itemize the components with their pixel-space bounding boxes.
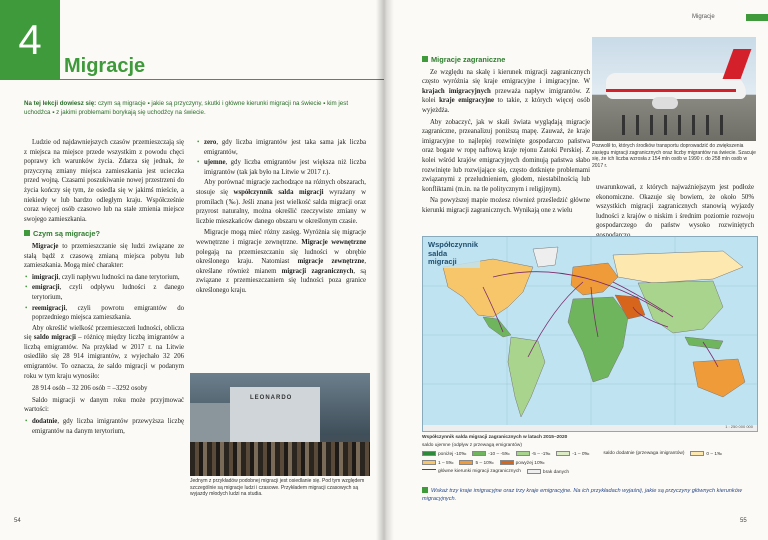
region-australia [693, 359, 745, 397]
map-legend [422, 435, 758, 476]
intro-paragraph: Ludzie od najdawniejszych czasów przemieszczają się z miejsca na miejsce przede wszystkim z powodu chęci poprawy ich warunków życia. Zdarza się jednak, że przyczyną zmiany miejsca zamieszkania jest ucieczka przed wojną. Czasami poszukiwanie nowej przestrzeni do życia kończy się tym, że osiedla się w jakimś mieście, a niekiedy w lub bardzo odległym kraju. Współcześnie coraz więcej osób czasowo lub na stałe zmienia miejsce swojego zamieszkania. [24, 139, 184, 223]
chapter-number: 4 [0, 0, 60, 80]
left-column-2 [196, 138, 366, 298]
region-africa [568, 297, 628, 382]
definition-paragraph: Migracje to przemieszczanie się ludzi związane ze stałą bądź z czasową zmianą miejsca pobytu lub zamieszkania. Mogą mieć charakter: [24, 242, 184, 270]
list-item: • zero, gdy liczba imigrantów jest taka sama jak liczba emigrantów, [204, 138, 366, 157]
legend-sub-negative: saldo ujemne (odpływ z przewagą emigrantów) [422, 443, 522, 448]
directions-paragraph: Na powyższej mapie możesz również prześledzić główne kierunki migracji zagranicznych. Wynikają one z wielu [422, 197, 590, 214]
book-gutter [376, 0, 394, 540]
map-scale: 1 : 250 000 000 [725, 424, 753, 429]
right-column-2 [596, 183, 754, 243]
legend-item: powyżej 10‰ [500, 460, 545, 467]
legend-item: -5 – -1‰ [516, 451, 551, 458]
legend-item: 0 – 1‰ [690, 451, 721, 458]
region-south-america [508, 337, 545, 417]
region-asia [638, 281, 723, 333]
section-square-icon [24, 230, 30, 236]
legend-item: 5 – 10‰ [459, 460, 493, 467]
photo-caption-right: Pozwolił to, których środków transportu doprowadzić do zwiększenia zasięgu migracji zagranicznych oraz liczby migrantów na świecie. Szacuje się, że ich liczba wzrosła z 154 mln osób w 1990 r. do 258 mln osób w 2017 r. [592, 143, 756, 169]
migration-types-list [24, 273, 184, 323]
right-column-1 [422, 55, 590, 218]
region-greenland [533, 247, 558, 267]
region-europe [571, 263, 618, 295]
legend-item: główne kierunki migracji zagranicznych [422, 469, 521, 476]
photo-caption-left: Jednym z przykładów podobnej migracji jest osiedlanie się. Pod tym względem szczególnie są migracje ludzi i czasowe. Przykładem migracji czasowych są wyjazdy młodych ludzi na studia. [190, 478, 365, 497]
map-analysis-paragraph: Aby zobaczyć, jak w skali świata wyglądają migracje zagraniczne, przeanalizuj poniższą mapę. Zauważ, że kraje imigracyjne to najlepiej rozwinięte gospodarczo państwa oraz bogate w ropę naftową kraje rejonu Zatoki Perskiej. Z kolei wśród krajów emigracyjnych dominują państwa słabo rozwinięte lub rozwijające się, często dotknięte problemami związanymi z przeludnieniem, głodem, niestabilnością lub konfliktami (m.in. na tle politycznym i religijnym). [422, 118, 590, 193]
legend-row-negative [422, 443, 758, 449]
legend-negative-items [422, 451, 758, 467]
list-item: • imigracji, czyli napływu ludności na dane terytorium, [32, 273, 184, 283]
values-paragraph: Saldo migracji w danym roku może przyjmować wartości: [24, 396, 184, 414]
legend-other [422, 469, 758, 476]
title-divider [60, 79, 384, 80]
legend-item: 1 – 5‰ [422, 460, 453, 467]
values-list [24, 417, 184, 436]
legend-sub-positive: saldo dodatnie (przewaga imigrantów) [603, 451, 685, 456]
lesson-goals-label: Na tej lekcji dowiesz się: [24, 100, 97, 107]
legend-item: brak danych [527, 469, 569, 476]
lesson-goals [24, 100, 370, 117]
values-list-cont [196, 138, 366, 177]
region-russia [613, 251, 743, 283]
photo-airplane [592, 37, 756, 141]
page-number-right: 55 [740, 518, 747, 524]
running-head: Migracje [692, 14, 715, 20]
section-heading-foreign: Migracje zagraniczne [422, 55, 590, 65]
legend-title: Współczynnik salda migracji zagranicznych w latach 2015–2020 [422, 435, 568, 440]
task-box: Wskaż trzy kraje imigracyjne oraz trzy kraje emigracyjne. Na ich przykładach wyjaśnij, jakie są przyczyny głównych kierunków migracyjnych. [422, 488, 742, 502]
building-sign: LEONARDO [250, 395, 293, 401]
list-item: • emigracji, czyli odpływu ludności z danego terytorium, [32, 283, 184, 302]
map-title: Współczynnik salda migracji [428, 240, 479, 266]
section-square-icon [422, 56, 428, 62]
chapter-title: Migracje [64, 55, 146, 77]
range-paragraph: Migracje mogą mieć różny zasięg. Wyróżnia się migracje wewnętrzne i migracje zewnętrzne. Migracje wewnętrzne polegają na przemieszczaniu się ludności w obrębie określonego kraju. Natomiast migracje zewnętrzne, określane również mianem migracji zagranicznych, są związane z przemieszczaniem się ludności poza granice określonego kraju. [196, 229, 367, 294]
page-number-left: 54 [14, 518, 21, 524]
legend-item: -1 – 0‰ [556, 451, 589, 458]
section-heading-migrations: Czym są migracje? [24, 229, 184, 239]
list-item: • ujemne, gdy liczba emigrantów jest większa niż liczba imigrantów (tak jak było na Litwie w 2017 r.). [204, 158, 366, 177]
world-migration-map [422, 236, 758, 432]
balance-paragraph: Aby określić wielkość przemieszczeń ludności, oblicza się saldo migracji – różnicę między liczbą imigrantów a liczbą emigrantów. Na przykład w 2017 r. na Litwie osiedliło się 28 914 imigrantów, z wyjechało 32 206 emigrantów. To oznacza, że saldo migracji w podanym roku w tym kraju wynosiło: [24, 324, 184, 380]
lesson-goals-text: czym są migracje ▪ jakie są przyczyny, skutki i główne kierunki migracji na świecie ▪ kim jest uchodźca ▪ z jakimi problemami borykają się uchodźcy na świecie. [24, 100, 349, 116]
coefficient-paragraph: Aby porównać migracje zachodzące na różnych obszarach, stosuje się współczynnik salda migracji wyrażany w promilach (‰). Jeśli znana jest wielkość salda migracji oraz przyrost naturalny, można określić rzeczywiste zmiany w liczbie mieszkańców danego obszaru w określonym czasie. [196, 179, 366, 225]
countries-paragraph: Ze względu na skalę i kierunek migracji zagranicznych często wyróżnia się kraje emigracyjne i imigracyjne. W krajach imigracyjnych przeważa napływ imigrantów. Z kolei kraje emigracyjne to takie, z których więcej osób wyjeżdża. [422, 68, 590, 114]
running-head-tab [746, 14, 768, 21]
region-north-america [443, 259, 533, 317]
formula: 28 914 osób – 32 206 osób = –3292 osoby [32, 385, 148, 393]
legend-item: -10 – -5‰ [472, 451, 509, 458]
region-antarctica [423, 425, 758, 432]
task-square-icon [422, 487, 428, 493]
photo-station-crowd [190, 373, 370, 476]
economic-paragraph: uwarunkowań, z których najważniejszym jest podłoże ekonomiczne. Okazuje się bowiem, że około 50% wszystkich migracji zagranicznych stanowią wyjazdy ludności z krajów o niskim i średnim poziomie rozwoju gospodarczego do państw wysoko rozwiniętych [596, 184, 754, 230]
legend-item: poniżej -10‰ [422, 451, 466, 458]
list-item: • reemigracji, czyli powrotu emigrantów do poprzedniego miejsca zamieszkania. [32, 304, 184, 323]
list-item: • dodatnie, gdy liczba imigrantów przewyższa liczbę emigrantów na danym terytorium, [32, 417, 184, 436]
left-column-1 [24, 138, 184, 437]
